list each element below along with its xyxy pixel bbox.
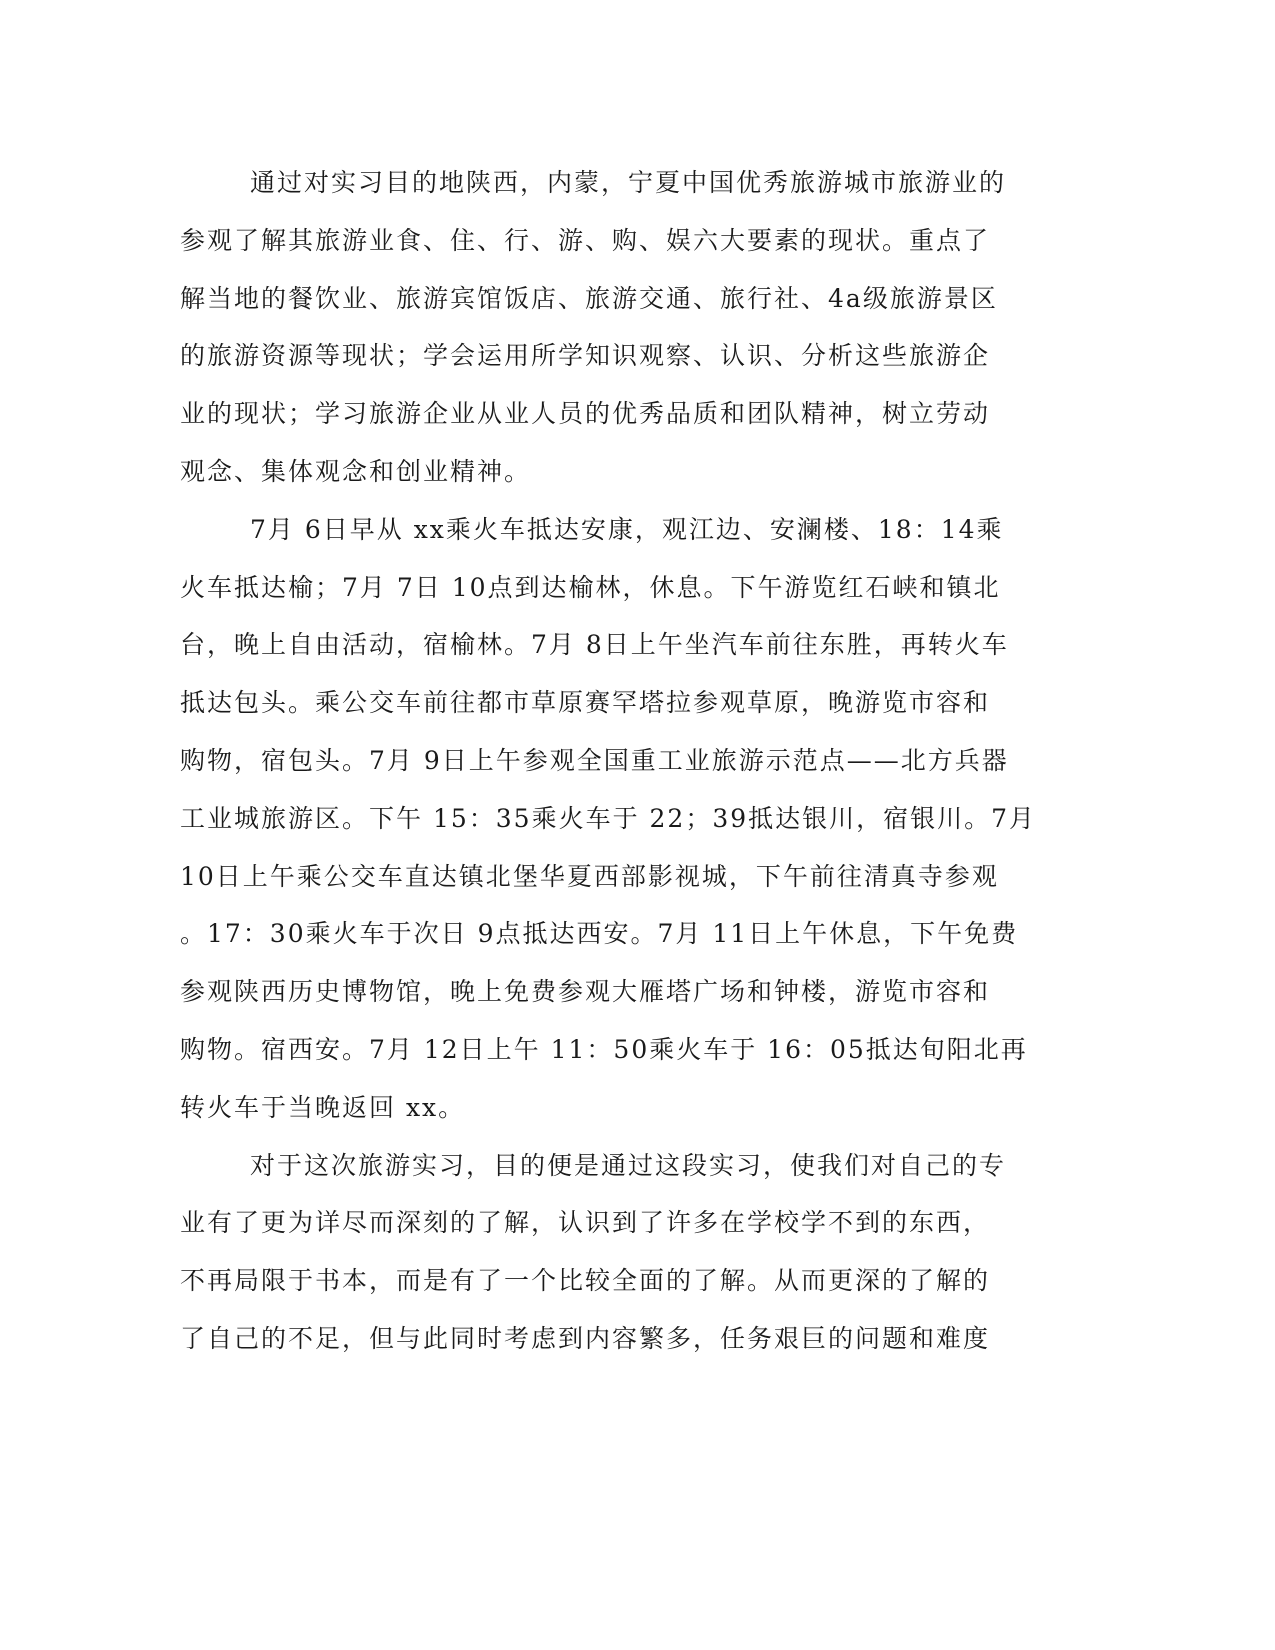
text-line: 对于这次旅游实习，目的便是通过这段实习，使我们对自己的专 (250, 1150, 1007, 1180)
text-line: 的旅游资源等现状；学会运用所学知识观察、认识、分析这些旅游企 (180, 341, 991, 371)
text-line: 业的现状；学习旅游企业从业人员的优秀品质和团队精神，树立劳动 (180, 399, 991, 429)
document-body (180, 154, 1037, 1368)
text-line: 购物，宿包头。7月 9日上午参观全国重工业旅游示范点——北方兵器 (180, 745, 1009, 775)
paragraph-itinerary (180, 501, 1037, 1137)
paragraph-objectives (180, 154, 1030, 501)
text-line: 10日上午乘公交车直达镇北堡华夏西部影视城，下午前往清真寺参观 (180, 861, 999, 891)
text-line: 解当地的餐饮业、旅游宾馆饭店、旅游交通、旅行社、4a级旅游景区 (180, 283, 998, 313)
text-line: 参观陕西历史博物馆，晚上免费参观大雁塔广场和钟楼，游览市容和 (180, 977, 991, 1007)
text-line: 火车抵达榆；7月 7日 10点到达榆林，休息。下午游览红石峡和镇北 (180, 572, 1001, 602)
paragraph-reflection (180, 1137, 1030, 1368)
text-line: 。17：30乘火车于次日 9点抵达西安。7月 11日上午休息，下午免费 (180, 919, 1019, 949)
text-line: 业有了更为详尽而深刻的了解，认识到了许多在学校学不到的东西， (180, 1208, 991, 1238)
text-line: 台，晚上自由活动，宿榆林。7月 8日上午坐汽车前往东胜，再转火车 (180, 630, 1009, 660)
text-line: 了自己的不足，但与此同时考虑到内容繁多，任务艰巨的问题和难度 (180, 1323, 991, 1353)
text-line: 转火车于当晚返回 xx。 (180, 1092, 466, 1122)
text-line: 抵达包头。乘公交车前往都市草原赛罕塔拉参观草原，晚游览市容和 (180, 688, 991, 718)
text-line: 通过对实习目的地陕西，内蒙，宁夏中国优秀旅游城市旅游业的 (250, 168, 1007, 197)
text-line: 参观了解其旅游业食、住、行、游、购、娱六大要素的现状。重点了 (180, 225, 991, 255)
text-line: 观念、集体观念和创业精神。 (180, 456, 532, 486)
text-line: 不再局限于书本，而是有了一个比较全面的了解。从而更深的了解的 (180, 1266, 991, 1296)
text-line: 7月 6日早从 xx乘火车抵达安康，观江边、安澜楼、18：14乘 (250, 514, 1004, 544)
text-line: 工业城旅游区。下午 15：35乘火车于 22；39抵达银川，宿银川。7月 (180, 803, 1037, 833)
text-line: 购物。宿西安。7月 12日上午 11：50乘火车于 16：05抵达旬阳北再 (180, 1034, 1028, 1064)
